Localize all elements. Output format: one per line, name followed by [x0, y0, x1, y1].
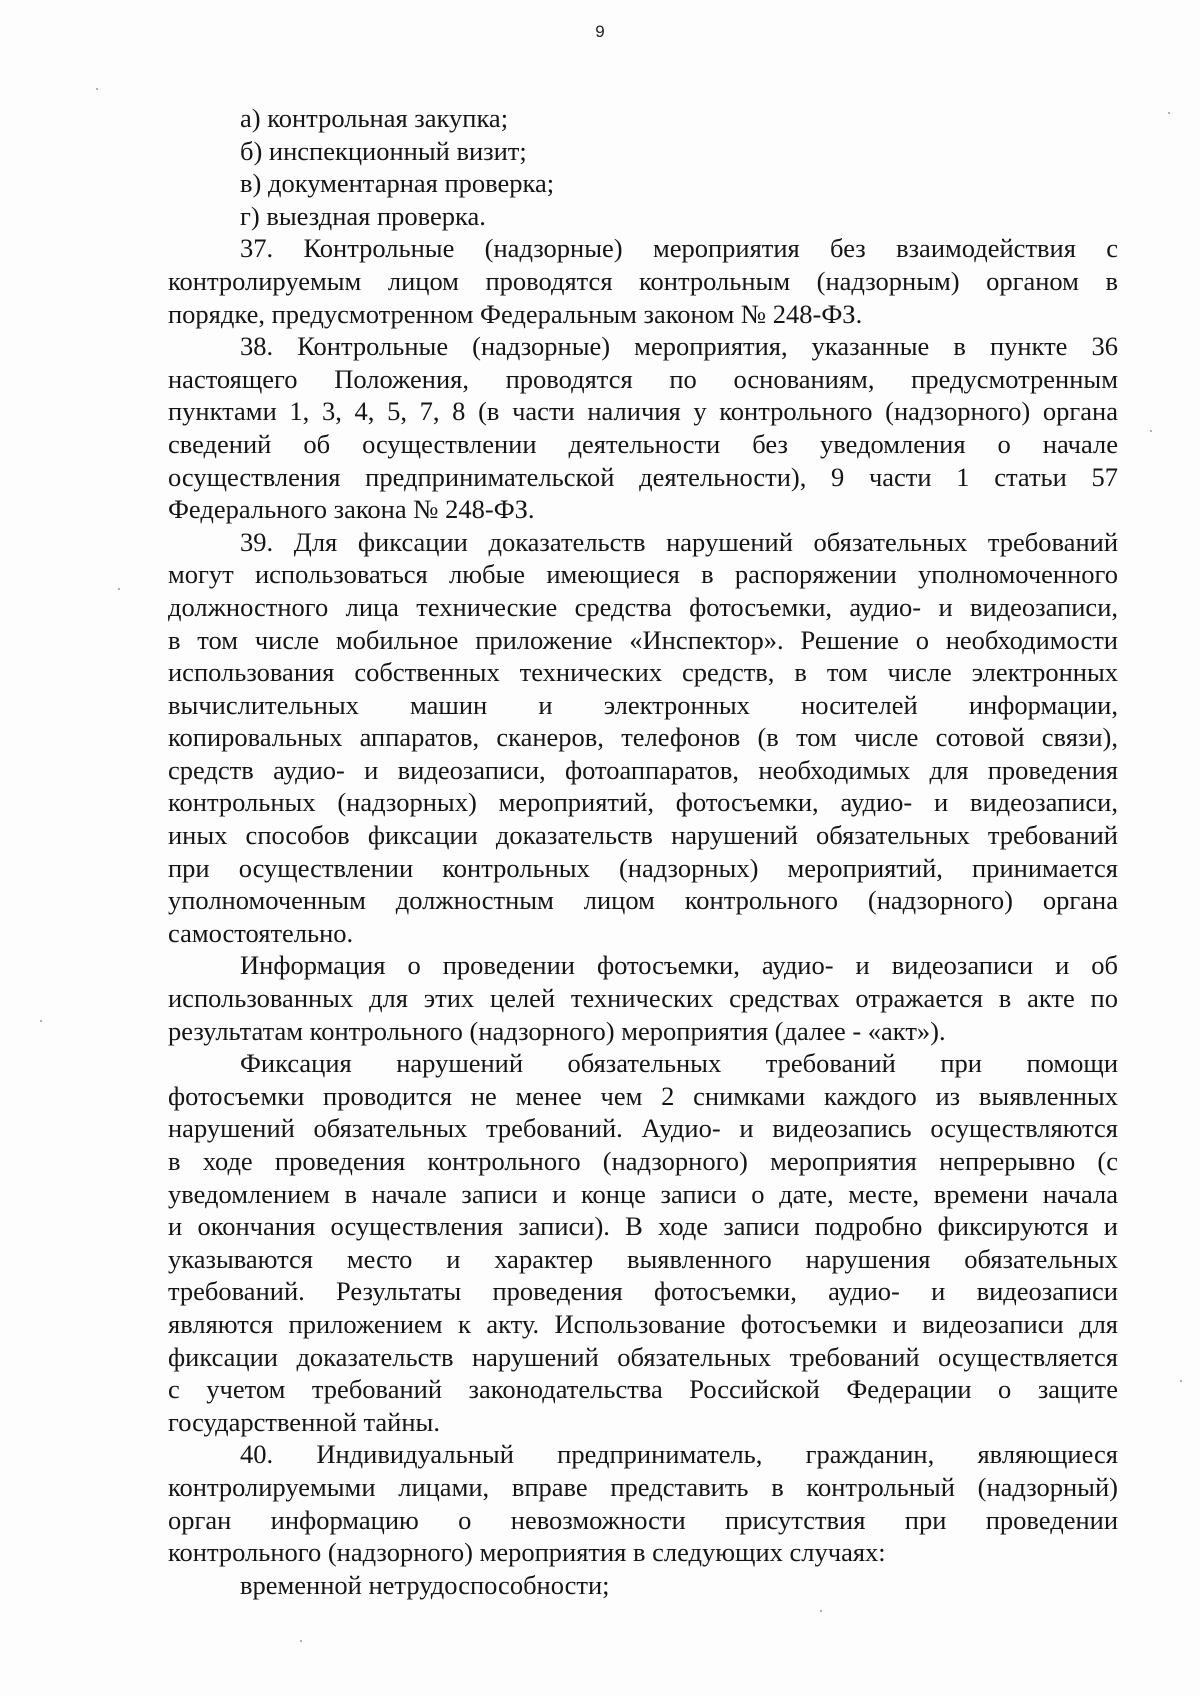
paragraph-fixation-line: указываются место и характер выявленного нарушения обязательных — [168, 1243, 1118, 1274]
last-line-item: временной нетрудоспособности; — [240, 1569, 610, 1600]
paragraph-info-line: результатам контрольного (надзорного) мероприятия (далее - «акт»). — [168, 1015, 946, 1046]
paragraph-40-line: орган информацию о невозможности присутствия при проведении — [168, 1504, 1118, 1535]
scan-speck — [300, 1640, 302, 1642]
list-item-v: в) документарная проверка; — [240, 168, 555, 199]
paragraph-40-line: контролируемыми лицами, вправе представить в контрольный (надзорный) — [168, 1471, 1118, 1502]
paragraph-39-line: 39. Для фиксации доказательств нарушений обязательных требований — [240, 526, 1118, 557]
paragraph-39-line: должностного лица технические средства фотосъемки, аудио- и видеозаписи, — [168, 591, 1118, 622]
paragraph-fixation-line: требований. Результаты проведения фотосъемки, аудио- и видеозаписи — [168, 1276, 1118, 1307]
scan-speck — [820, 1610, 822, 1612]
scan-speck — [118, 588, 120, 590]
paragraph-38-line: Федерального закона № 248-ФЗ. — [168, 494, 535, 525]
paragraph-fixation-line: в ходе проведения контрольного (надзорного) мероприятия непрерывно (с — [168, 1146, 1118, 1176]
paragraph-39-line: могут использоваться любые имеющиеся в распоряжении уполномоченного — [168, 559, 1118, 590]
list-item-b: б) инспекционный визит; — [240, 135, 527, 166]
paragraph-fixation-line: и окончания осуществления записи). В ходе записи подробно фиксируются и — [168, 1211, 1118, 1242]
paragraph-39-line: использования собственных технических средств, в том числе электронных — [168, 657, 1118, 688]
paragraph-fixation-line: фотосъемки проводится не менее чем 2 снимками каждого из выявленных — [168, 1080, 1118, 1111]
scan-speck — [1180, 1380, 1182, 1382]
paragraph-39-line: самостоятельно. — [168, 917, 354, 948]
scan-speck — [96, 88, 98, 90]
paragraph-37-line: контролируемым лицом проводятся контрольным (надзорным) органом в — [168, 265, 1118, 296]
paragraph-fixation-line: Фиксация нарушений обязательных требований при помощи — [240, 1048, 1118, 1079]
paragraph-38-line: сведений об осуществлении деятельности без уведомления о начале — [168, 428, 1118, 459]
paragraph-39-line: при осуществлении контрольных (надзорных) мероприятий, принимается — [168, 852, 1118, 883]
scan-speck — [1168, 112, 1170, 114]
paragraph-40-line: 40. Индивидуальный предприниматель, гражданин, являющиеся — [240, 1439, 1118, 1470]
paragraph-39-line: средств аудио- и видеозаписи, фотоаппаратов, необходимых для проведения — [168, 754, 1118, 785]
list-item-g: г) выездная проверка. — [240, 200, 486, 231]
paragraph-39-line: уполномоченным должностным лицом контрольного (надзорного) органа — [168, 885, 1118, 916]
paragraph-fixation-line: нарушений обязательных требований. Аудио- и видеозапись осуществляются — [168, 1113, 1118, 1144]
paragraph-38-line: осуществления предпринимательской деятельности), 9 части 1 статьи 57 — [168, 461, 1118, 492]
paragraph-fixation-line: уведомлением в начале записи и конце записи о дате, месте, времени начала — [168, 1178, 1118, 1209]
page-number: 9 — [595, 22, 605, 41]
paragraph-info-line: использованных для этих целей технических средствах отражается в акте по — [168, 983, 1118, 1014]
paragraph-fixation-line: с учетом требований законодательства Российской Федерации о защите — [168, 1374, 1118, 1405]
paragraph-info-line: Информация о проведении фотосъемки, аудио- и видеозаписи и об — [240, 950, 1118, 981]
paragraph-39-line: иных способов фиксации доказательств нарушений обязательных требований — [168, 820, 1118, 851]
paragraph-fixation-line: являются приложением к акту. Использование фотосъемки и видеозаписи для — [168, 1308, 1118, 1339]
paragraph-37-line: 37. Контрольные (надзорные) мероприятия без взаимодействия с — [240, 233, 1118, 264]
paragraph-39-line: вычислительных машин и электронных носителей информации, — [168, 689, 1118, 720]
list-item-a: а) контрольная закупка; — [240, 103, 509, 133]
paragraph-38-line: пунктами 1, 3, 4, 5, 7, 8 (в части наличия у контрольного (надзорного) органа — [168, 396, 1118, 427]
paragraph-37-line: порядке, предусмотренном Федеральным законом № 248-ФЗ. — [168, 298, 863, 329]
document-body — [168, 102, 1118, 1601]
paragraph-40-line: контрольного (надзорного) мероприятия в следующих случаях: — [168, 1537, 886, 1568]
paragraph-fixation-line: государственной тайны. — [168, 1406, 440, 1437]
paragraph-39-line: копировальных аппаратов, сканеров, телефонов (в том числе сотовой связи), — [168, 722, 1118, 753]
scan-speck — [40, 1020, 42, 1022]
paragraph-39-line: контрольных (надзорных) мероприятий, фотосъемки, аудио- и видеозаписи, — [168, 787, 1118, 818]
paragraph-39-line: в том числе мобильное приложение «Инспектор». Решение о необходимости — [168, 624, 1118, 655]
paragraph-38-line: 38. Контрольные (надзорные) мероприятия, указанные в пункте 36 — [240, 331, 1118, 362]
paragraph-38-line: настоящего Положения, проводятся по основаниям, предусмотренным — [168, 363, 1118, 394]
scan-speck — [1150, 430, 1152, 432]
paragraph-fixation-line: фиксации доказательств нарушений обязательных требований осуществляется — [168, 1341, 1118, 1372]
